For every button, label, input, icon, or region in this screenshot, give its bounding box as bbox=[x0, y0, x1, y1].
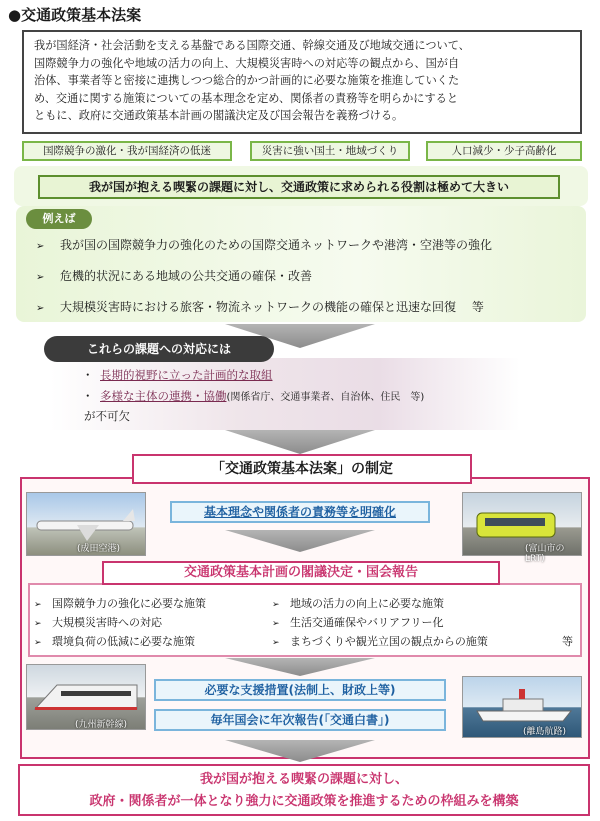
law-heading: 「交通政策基本法案」の制定 bbox=[132, 454, 472, 484]
principle-box: 基本理念や関係者の責務等を明確化 bbox=[170, 501, 430, 523]
annual-report-box: 毎年国会に年次報告(「交通白書」) bbox=[154, 709, 446, 731]
photo-caption: (九州新幹線) bbox=[75, 720, 128, 730]
task-item: ・ 長期的視野に立った計画的な取組 bbox=[82, 368, 273, 382]
tag-economy: 国際競争の激化・我が国経済の低迷 bbox=[22, 141, 232, 161]
arrow-bullet-icon: ➢ bbox=[34, 619, 42, 629]
conclusion-box bbox=[18, 764, 590, 816]
support-measures-box: 必要な支援措置(法制上、財政上等) bbox=[154, 679, 446, 701]
intro-line: 国際競争力の強化や地域の活力の向上、大規模災害時への対応等の観点から、国が自 bbox=[34, 56, 460, 70]
issue-heading: 我が国が抱える喫緊の課題に対し、交通政策に求められる役割は極めて大きい bbox=[38, 175, 560, 199]
down-arrow-icon bbox=[225, 430, 375, 454]
arrow-bullet-icon: ➢ bbox=[34, 638, 42, 648]
lrt-photo bbox=[462, 492, 582, 564]
intro-box bbox=[22, 30, 582, 134]
arrow-bullet-icon: ➢ bbox=[36, 241, 45, 252]
example-item: ➢ 危機的状況にある地域の公共交通の確保・改善 bbox=[36, 269, 313, 283]
bullet-icon: ・ bbox=[82, 368, 94, 382]
example-label: 例えば bbox=[26, 209, 92, 229]
arrow-bullet-icon: ➢ bbox=[36, 303, 45, 314]
intro-line: め、交通に関する施策についての基本理念を定め、関係者の責務等を明らかにすると bbox=[34, 91, 459, 105]
plan-item: ➢ 地域の活力の向上に必要な施策 bbox=[272, 597, 444, 610]
photo-caption: (成田空港) bbox=[77, 544, 121, 554]
arrow-bullet-icon: ➢ bbox=[272, 619, 280, 629]
arrow-bullet-icon: ➢ bbox=[272, 638, 280, 648]
airport-photo bbox=[26, 492, 146, 556]
plan-etc: 等 bbox=[562, 635, 573, 648]
plan-item: ➢ 国際競争力の強化に必要な施策 bbox=[34, 597, 206, 610]
photo-caption: (富山市のLRT) bbox=[525, 544, 565, 564]
task-label: これらの課題への対応には bbox=[44, 336, 274, 362]
photo-caption: (離島航路) bbox=[523, 727, 567, 737]
intro-line: 治体、事業者等と密接に連携しつつ総合的かつ計画的に必要な施策を推進していくた bbox=[34, 74, 460, 88]
conclusion-line: 政府・関係者が一体となり強力に交通政策を推進するための枠組みを構築 bbox=[89, 794, 519, 809]
task-item: ・ 多様な主体の連携・協働(関係省庁、交通事業者、自治体、住民 等) bbox=[82, 389, 425, 403]
plan-item: ➢ 大規模災害時への対応 bbox=[34, 616, 162, 629]
arrow-bullet-icon: ➢ bbox=[272, 600, 280, 610]
plan-heading: 交通政策基本計画の閣議決定・国会報告 bbox=[102, 561, 500, 585]
arrow-bullet-icon: ➢ bbox=[36, 272, 45, 283]
plan-item: ➢ まちづくりや観光立国の観点からの施策 bbox=[272, 635, 488, 648]
example-item: ➢ 大規模災害時における旅客・物流ネットワークの機能の確保と迅速な回復 等 bbox=[36, 300, 484, 314]
arrow-bullet-icon: ➢ bbox=[34, 600, 42, 610]
task-tail: が不可欠 bbox=[84, 409, 130, 423]
intro-line: 我が国経済・社会活動を支える基盤である国際交通、幹線交通及び地域交通について、 bbox=[34, 39, 470, 52]
plan-item: ➢ 生活交通確保やバリアフリー化 bbox=[272, 616, 444, 629]
bullet-icon: ・ bbox=[82, 389, 94, 403]
shinkansen-photo bbox=[26, 664, 146, 730]
conclusion-line: 我が国が抱える喫緊の課題に対し、 bbox=[199, 772, 408, 787]
page-title: ●交通政策基本法案 bbox=[8, 6, 142, 24]
ferry-photo bbox=[462, 676, 582, 738]
example-item: ➢ 我が国の国際競争力の強化のための国際交通ネットワークや港湾・空港等の強化 bbox=[36, 238, 493, 252]
tag-disaster: 災害に強い国土・地域づくり bbox=[250, 141, 410, 161]
plan-item: ➢ 環境負荷の低減に必要な施策 bbox=[34, 635, 195, 648]
intro-line: ともに、政府に交通政策基本計画の閣議決定及び国会報告を義務づける。 bbox=[34, 109, 404, 123]
tag-population: 人口減少・少子高齢化 bbox=[426, 141, 582, 161]
